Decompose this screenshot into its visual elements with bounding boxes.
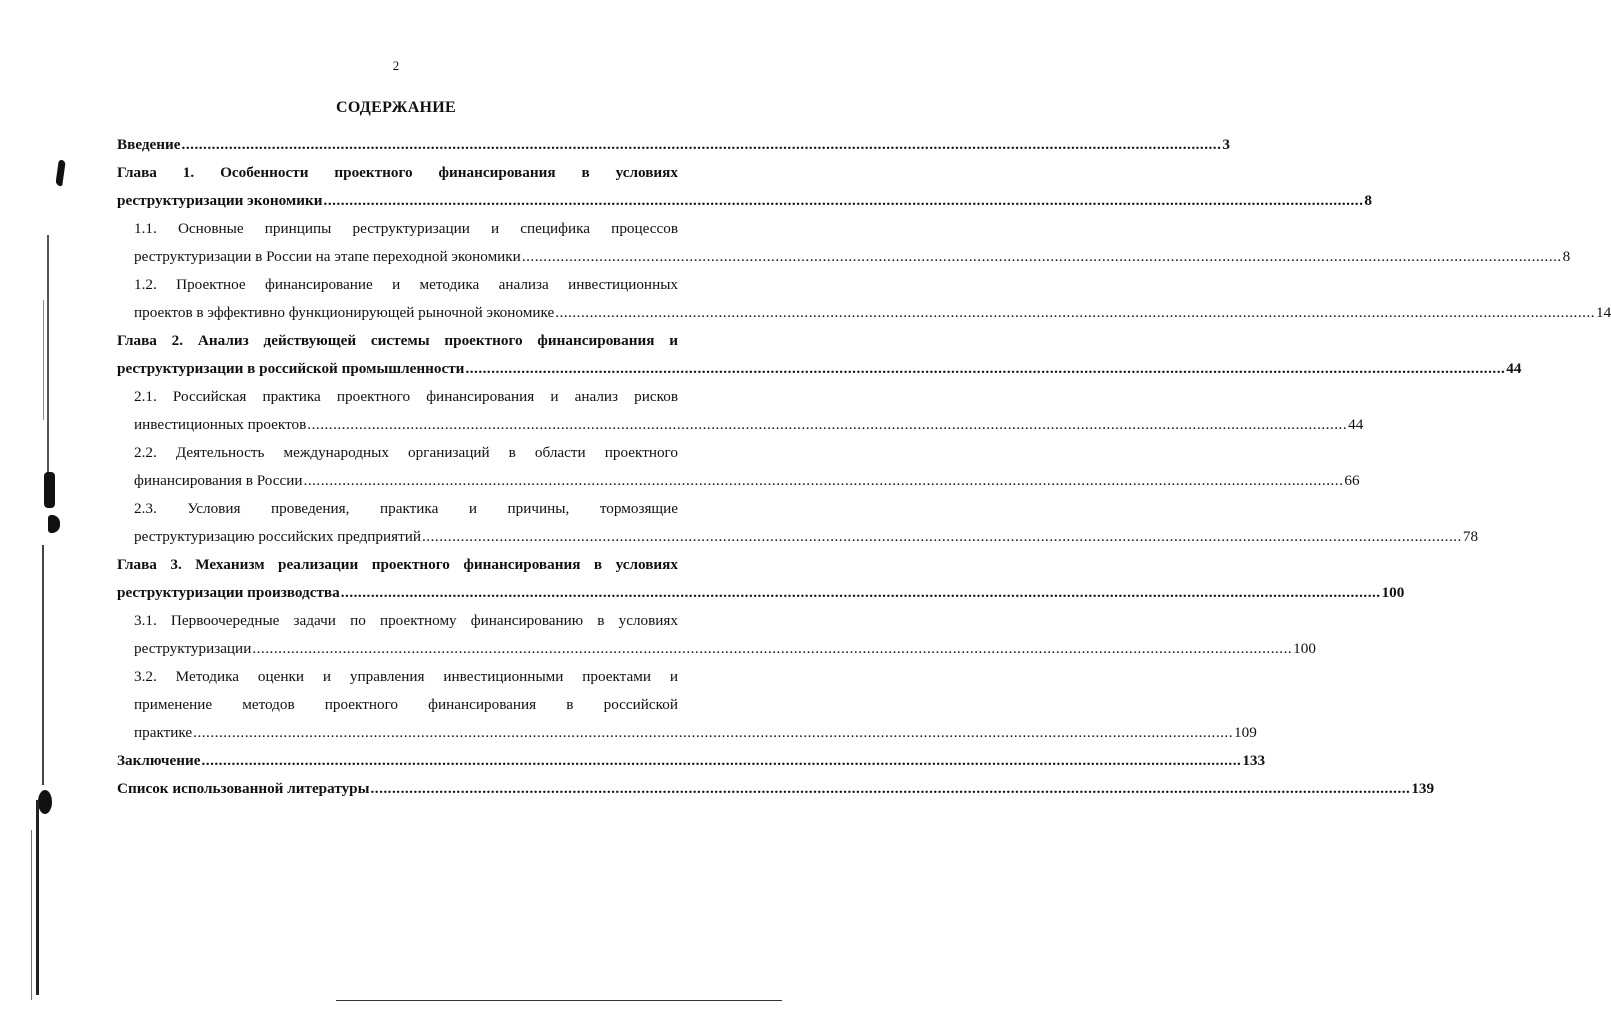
toc-page-number: 139 [1411,780,1435,797]
toc-chapter-3-line-1[interactable]: Глава 3. Механизм реализации проектного финансирования в условиях [117,556,678,573]
scan-artifact-mark [55,160,66,187]
dot-leader: .................................................................................................................................................................................................................................................. [307,416,1348,433]
dot-leader: .................................................................................................................................................................................................................................................. [201,752,1242,769]
page-title: СОДЕРЖАНИЕ [335,99,457,116]
dot-leader: .................................................................................................................................................................................................................................................. [555,304,1596,321]
toc-section-3-2-line-3[interactable] [134,722,1257,744]
toc-page-number: 14 [1596,304,1611,321]
toc-section-3-1-line-2[interactable] [134,638,1316,660]
dot-leader: .................................................................................................................................................................................................................................................. [465,360,1506,377]
dot-leader: .................................................................................................................................................................................................................................................. [181,136,1222,153]
toc-chapter-2-line-1[interactable]: Глава 2. Анализ действующей системы проектного финансирования и [117,332,678,349]
toc-section-2-2-line-2[interactable] [134,470,1360,492]
dot-leader: .................................................................................................................................................................................................................................................. [521,248,1562,265]
scan-artifact-line [31,830,32,1000]
toc-entry-label: Заключение [117,752,201,769]
toc-page-number: 44 [1348,416,1364,433]
toc-section-3-1-line-1[interactable]: 3.1. Первоочередные задачи по проектному финансированию в условиях [134,612,678,629]
toc-section-2-1-line-2[interactable] [134,414,1364,436]
toc-page-number: 44 [1506,360,1522,377]
toc-section-2-1-line-1[interactable]: 2.1. Российская практика проектного финансирования и анализ рисков [134,388,678,405]
toc-page-number: 8 [1562,248,1571,265]
dot-leader: .................................................................................................................................................................................................................................................. [193,724,1233,741]
scan-artifact-line [36,800,39,995]
toc-chapter-3-line-2[interactable] [117,582,1405,604]
toc-entry-references[interactable] [117,778,1435,800]
scan-artifact-line [47,235,49,485]
toc-entry-label: финансирования в России [134,472,303,489]
toc-entry-label: Список использованной литературы [117,780,370,797]
toc-entry-label: реструктуризации в российской промышленности [117,360,465,377]
toc-section-1-1-line-2[interactable] [134,246,1571,268]
toc-section-1-2-line-2[interactable] [134,302,1611,324]
toc-section-2-3-line-2[interactable] [134,526,1479,548]
toc-entry-label: реструктуризации экономики [117,192,323,209]
dot-leader: .................................................................................................................................................................................................................................................. [370,780,1411,797]
toc-page-number: 109 [1234,724,1257,741]
dot-leader: .................................................................................................................................................................................................................................................. [303,472,1344,489]
scan-artifact-line [43,300,44,420]
toc-page-number: 3 [1222,136,1230,153]
toc-chapter-2-line-2[interactable] [117,358,1522,380]
scan-artifact-line [42,545,44,785]
toc-entry-label: реструктуризацию российских предприятий [134,528,421,545]
dot-leader: .................................................................................................................................................................................................................................................. [422,528,1462,545]
toc-page-number: 8 [1364,192,1372,209]
toc-section-3-2-line-1[interactable]: 3.2. Методика оценки и управления инвестиционными проектами и [134,668,678,685]
dot-leader: .................................................................................................................................................................................................................................................. [323,192,1364,209]
dot-leader: .................................................................................................................................................................................................................................................. [252,640,1293,657]
toc-page-number: 78 [1462,528,1479,545]
toc-entry-label: практике [134,724,193,741]
toc-chapter-1-line-2[interactable] [117,190,1372,212]
toc-chapter-1-line-1[interactable]: Глава 1. Особенности проектного финансирования в условиях [117,164,678,181]
toc-entry-intro[interactable] [117,134,1230,156]
toc-entry-label: инвестиционных проектов [134,416,307,433]
toc-section-2-3-line-1[interactable]: 2.3. Условия проведения, практика и причины, тормозящие [134,500,678,517]
toc-section-1-2-line-1[interactable]: 1.2. Проектное финансирование и методика анализа инвестиционных [134,276,678,293]
toc-page-number: 100 [1381,584,1405,601]
toc-entry-label: Введение [117,136,181,153]
toc-entry-label: реструктуризации [134,640,252,657]
toc-page-number: 100 [1293,640,1316,657]
toc-page-number: 66 [1344,472,1360,489]
dot-leader: .................................................................................................................................................................................................................................................. [340,584,1381,601]
toc-entry-conclusion[interactable] [117,750,1266,772]
toc-entry-label: реструктуризации в России на этапе переходной экономики [134,248,521,265]
scan-artifact-mark [44,472,55,508]
toc-section-1-1-line-1[interactable]: 1.1. Основные принципы реструктуризации и специфика процессов [134,220,678,237]
toc-section-3-2-line-2[interactable]: применение методов проектного финансирования в российской [134,696,678,713]
toc-entry-label: реструктуризации производства [117,584,340,601]
scan-artifact-mark [38,790,52,814]
scan-artifact-bottom-rule [336,1000,782,1001]
page-number: 2 [392,58,400,73]
toc-section-2-2-line-1[interactable]: 2.2. Деятельность международных организаций в области проектного [134,444,678,461]
toc-page-number: 133 [1242,752,1266,769]
scan-artifact-mark [48,515,60,533]
toc-entry-label: проектов в эффективно функционирующей рыночной экономике [134,304,555,321]
